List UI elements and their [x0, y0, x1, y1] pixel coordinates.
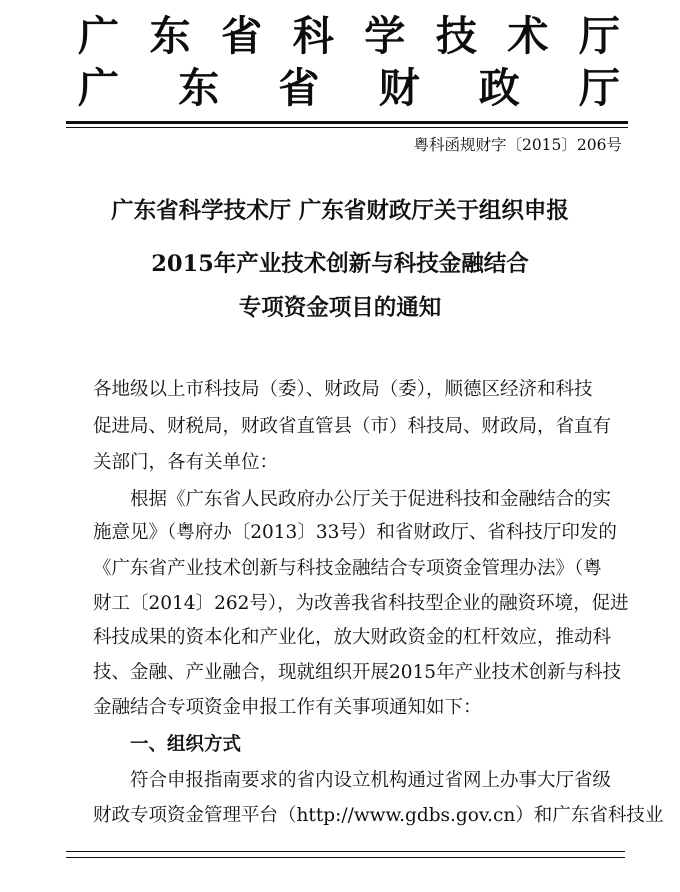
section-heading: 一、组织方式: [130, 734, 242, 755]
agency-char: 东: [178, 64, 220, 112]
agency-char: 东: [149, 12, 191, 60]
paragraph-line: 财工〔2014〕262号），为改善我省科技型企业的融资环境，促进: [93, 593, 629, 614]
addressee-line: 关部门，各有关单位：: [93, 452, 279, 473]
paragraph-line: 金融结合专项资金申报工作有关事项通知如下：: [93, 697, 482, 718]
issuing-agency-line-2: [78, 64, 620, 112]
header-divider-thick: [66, 121, 628, 124]
issuing-agency-line-1: [78, 12, 620, 60]
document-number: 粤科函规财字〔2015〕206号: [413, 136, 622, 154]
paragraph-line: 施意见》（粤府办〔2013〕33号）和省财政厅、省科技厅印发的: [93, 522, 617, 543]
document-title-line-3: 专项资金项目的通知: [238, 295, 442, 321]
paragraph-line: 根据《广东省人民政府办公厅关于促进科技和金融结合的实: [130, 489, 612, 510]
paragraph-line: 科技成果的资本化和产业化，放大财政资金的杠杆效应，推动科: [93, 627, 612, 648]
footer-divider-2: [66, 857, 625, 858]
paragraph-line: 《广东省产业技术创新与科技金融结合专项资金管理办法》（粤: [93, 558, 602, 579]
addressee-line: 促进局、财税局，财政省直管县（市）科技局、财政局，省直有: [93, 416, 612, 437]
paragraph-line: 财政专项资金管理平台（http://www.gdbs.gov.cn）和广东省科技业: [93, 805, 664, 826]
agency-char: 财: [378, 64, 420, 112]
agency-char: 学: [364, 12, 406, 60]
agency-char: 厅: [578, 64, 620, 112]
agency-char: 科: [292, 12, 334, 60]
addressee-line: 各地级以上市科技局（委）、财政局（委），顺德区经济和科技: [93, 379, 593, 400]
agency-char: 政: [478, 64, 520, 112]
paragraph-line: 符合申报指南要求的省内设立机构通过省网上办事大厅省级: [130, 770, 612, 791]
paragraph-line: 技、金融、产业融合，现就组织开展2015年产业技术创新与科技: [93, 662, 622, 683]
agency-char: 省: [278, 64, 320, 112]
header-divider-thin: [66, 127, 628, 128]
footer-divider-1: [66, 851, 625, 852]
agency-char: 技: [435, 12, 477, 60]
agency-char: 术: [507, 12, 549, 60]
document-title-line-1: 广东省科学技术厅 广东省财政厅关于组织申报: [111, 198, 569, 224]
agency-char: 厅: [578, 12, 620, 60]
agency-char: 广: [78, 12, 119, 60]
agency-char: 省: [221, 12, 263, 60]
agency-char: 广: [78, 64, 119, 112]
document-title-line-2: 2015年产业技术创新与科技金融结合: [151, 251, 529, 277]
